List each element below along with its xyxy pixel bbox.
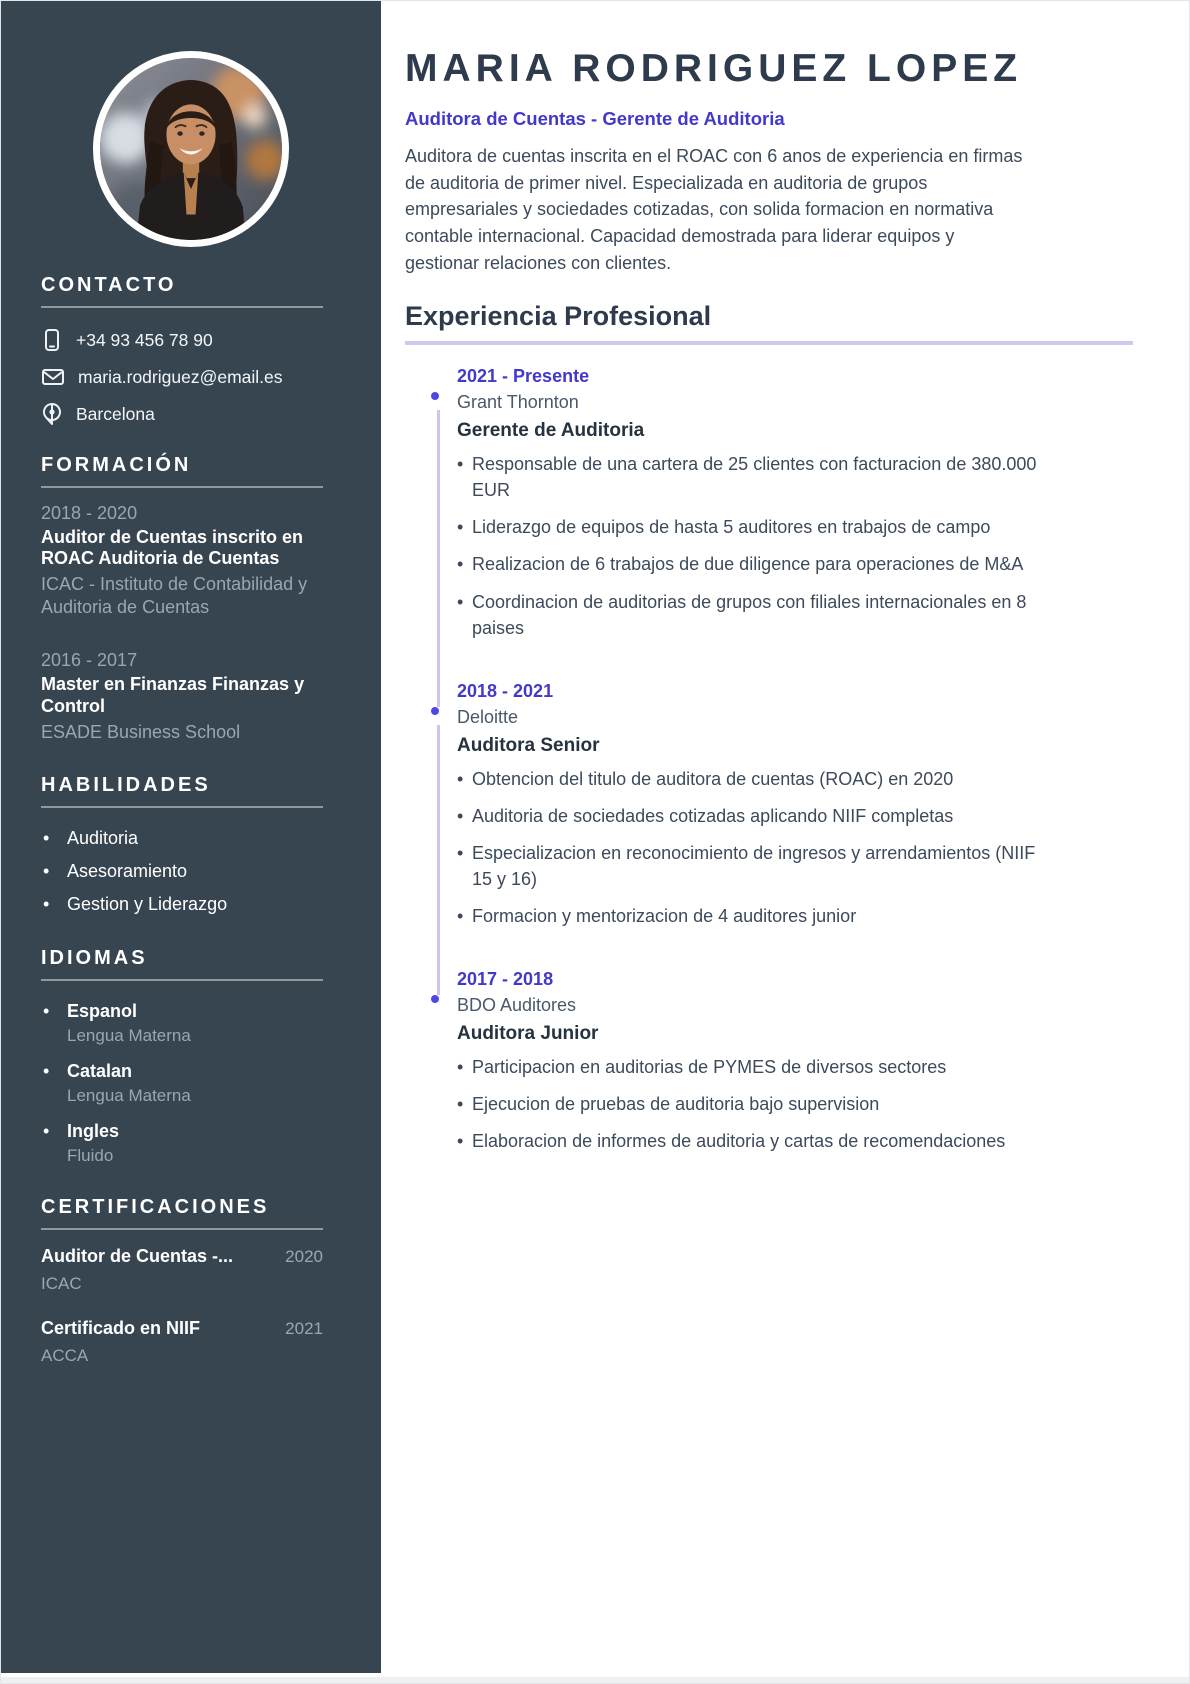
certifications-section [41,1196,323,1366]
certification-entry [41,1318,323,1366]
job-bullets [457,451,1133,641]
job-period: 2017 - 2018 [457,969,554,990]
timeline-dot-icon [431,707,439,715]
education-entry [41,649,323,743]
job-bullet-text: Obtencion del titulo de auditora de cuentas (ROAC) en 2020 [472,768,954,789]
skill-label: Auditoria [67,827,139,848]
certification-name: Certificado en NIIF [41,1317,201,1338]
language-item [41,1001,323,1046]
certification-year: 2021 [285,1318,323,1338]
job-bullets [457,1054,1133,1154]
resume-main [381,1,1189,1154]
education-degree: Auditor de Cuentas inscrito en ROAC Auditoria de Cuentas [41,526,304,569]
experience-entry [405,681,1133,929]
job-company: Grant Thornton [457,392,579,413]
section-divider [41,486,323,488]
language-name: • Espanol [67,1000,138,1021]
certification-row [41,1246,323,1267]
job-role: Auditora Junior [457,1023,599,1045]
languages-section [41,947,323,1166]
skills-heading: HABILIDADES [41,773,211,796]
language-level: Lengua Materna [67,1025,191,1045]
certification-issuer: ACCA [41,1345,89,1365]
education-school: ESADE Business School [41,721,241,742]
education-degree: Master en Finanzas Finanzas y Control [41,673,305,716]
job-bullet [457,1054,1042,1080]
skill-item [41,894,323,915]
resume-sidebar [1,1,381,1673]
section-divider [41,1228,323,1230]
certification-issuer: ICAC [41,1273,82,1293]
section-divider [41,306,323,308]
job-company: Deloitte [457,706,519,727]
job-bullet-text: Realizacion de 6 trabajos de due diligence para operaciones de M&A [472,554,1024,575]
location-icon [41,402,63,426]
job-bullet [457,589,1042,641]
timeline-dot-icon [431,995,439,1003]
contact-email-text: maria.rodriguez@email.es [78,366,283,387]
education-school: ICAC - Instituto de Contabilidad y Auditoria de Cuentas [41,574,308,618]
job-bullets [457,766,1133,929]
skill-item [41,861,323,882]
education-period: 2018 - 2020 [41,503,138,523]
contact-location-text: Barcelona [76,403,155,424]
job-bullet [457,766,1042,792]
person-name: MARIA RODRIGUEZ LOPEZ [405,47,1023,90]
education-heading: FORMACIÓN [41,454,192,476]
job-bullet-text: Auditoria de sociedades cotizadas aplicando NIIF completas [472,805,954,826]
profile-photo [93,51,289,247]
certifications-list [41,1246,323,1366]
contact-phone-row [41,328,323,352]
job-bullet-text: Ejecucion de pruebas de auditoria bajo supervision [472,1094,880,1115]
education-period: 2016 - 2017 [41,650,138,671]
section-divider [41,806,323,808]
timeline-dot-icon [431,392,439,400]
certification-row [41,1318,323,1339]
job-role: Auditora Senior [457,734,600,756]
job-bullet-text: Formacion y mentorizacion de 4 auditores junior [472,906,857,927]
language-level: Fluido [67,1145,114,1165]
contact-phone-text: +34 93 456 78 90 [76,329,213,350]
phone-icon [41,328,63,352]
contact-heading: CONTACTO [41,274,177,296]
job-bullet [457,1091,1042,1117]
experience-timeline [405,366,1133,1154]
language-item [41,1061,323,1106]
job-bullet [457,803,1042,829]
certifications-heading: CERTIFICACIONES [41,1195,270,1218]
skill-label: Asesoramiento [67,860,188,881]
job-bullet [457,903,1042,929]
languages-heading: IDIOMAS [41,946,148,969]
job-bullet-text: Coordinacion de auditorias de grupos con filiales internacionales en 8 paises [472,591,1027,638]
certification-name: Auditor de Cuentas -... [41,1245,234,1266]
job-bullet-text: Especializacion en reconocimiento de ingresos y arrendamientos (NIIF 15 y 16) [472,842,1036,889]
skills-section [41,774,323,915]
education-section [41,454,323,744]
job-bullet [457,451,1042,503]
job-period: 2021 - Presente [457,366,590,387]
person-headline: Auditora de Cuentas - Gerente de Auditoria [405,108,785,129]
job-bullet-text: Participacion en auditorias de PYMES de diversos sectores [472,1057,947,1078]
experience-section [405,301,1133,1154]
section-divider [41,979,323,981]
contact-email-row [41,365,323,389]
avatar-illustration [100,58,282,240]
job-bullet [457,1128,1042,1154]
languages-list [41,1001,323,1166]
job-bullet [457,551,1042,577]
job-role: Gerente de Auditoria [457,420,645,442]
education-list [41,502,323,744]
job-bullet-text: Liderazgo de equipos de hasta 5 auditores en trabajos de campo [472,517,991,538]
profile-summary: Auditora de cuentas inscrita en el ROAC con 6 anos de experiencia en firmas de auditoria de primer nivel. Especializada en auditoria de grupos empresariales y sociedades cotizadas, con solida formacion en normativa contable internacional. Capacidad demostrada para liderar equipos y gestionar relaciones con clientes. [405,146,1023,273]
contact-location-row [41,402,323,426]
contact-list [41,328,323,426]
skills-list [41,828,323,915]
certification-entry [41,1246,323,1294]
language-item [41,1121,323,1166]
contact-section [41,274,323,426]
experience-entry [405,969,1133,1154]
job-bullet-text: Responsable de una cartera de 25 clientes con facturacion de 380.000 EUR [472,454,1037,501]
experience-heading: Experiencia Profesional [405,301,1133,345]
language-name: • Catalan [67,1060,133,1081]
language-level: Lengua Materna [67,1085,191,1105]
education-entry [41,502,323,619]
email-icon [41,367,65,387]
job-company: BDO Auditores [457,995,577,1016]
job-bullet-text: Elaboracion de informes de auditoria y cartas de recomendaciones [472,1131,1006,1152]
job-bullet [457,514,1042,540]
job-bullet [457,840,1042,892]
language-name: • Ingles [67,1120,120,1141]
certification-year: 2020 [285,1246,323,1266]
experience-entry [405,366,1133,641]
skill-item [41,828,323,849]
job-period: 2018 - 2021 [457,680,554,701]
skill-label: Gestion y Liderazgo [67,893,228,914]
